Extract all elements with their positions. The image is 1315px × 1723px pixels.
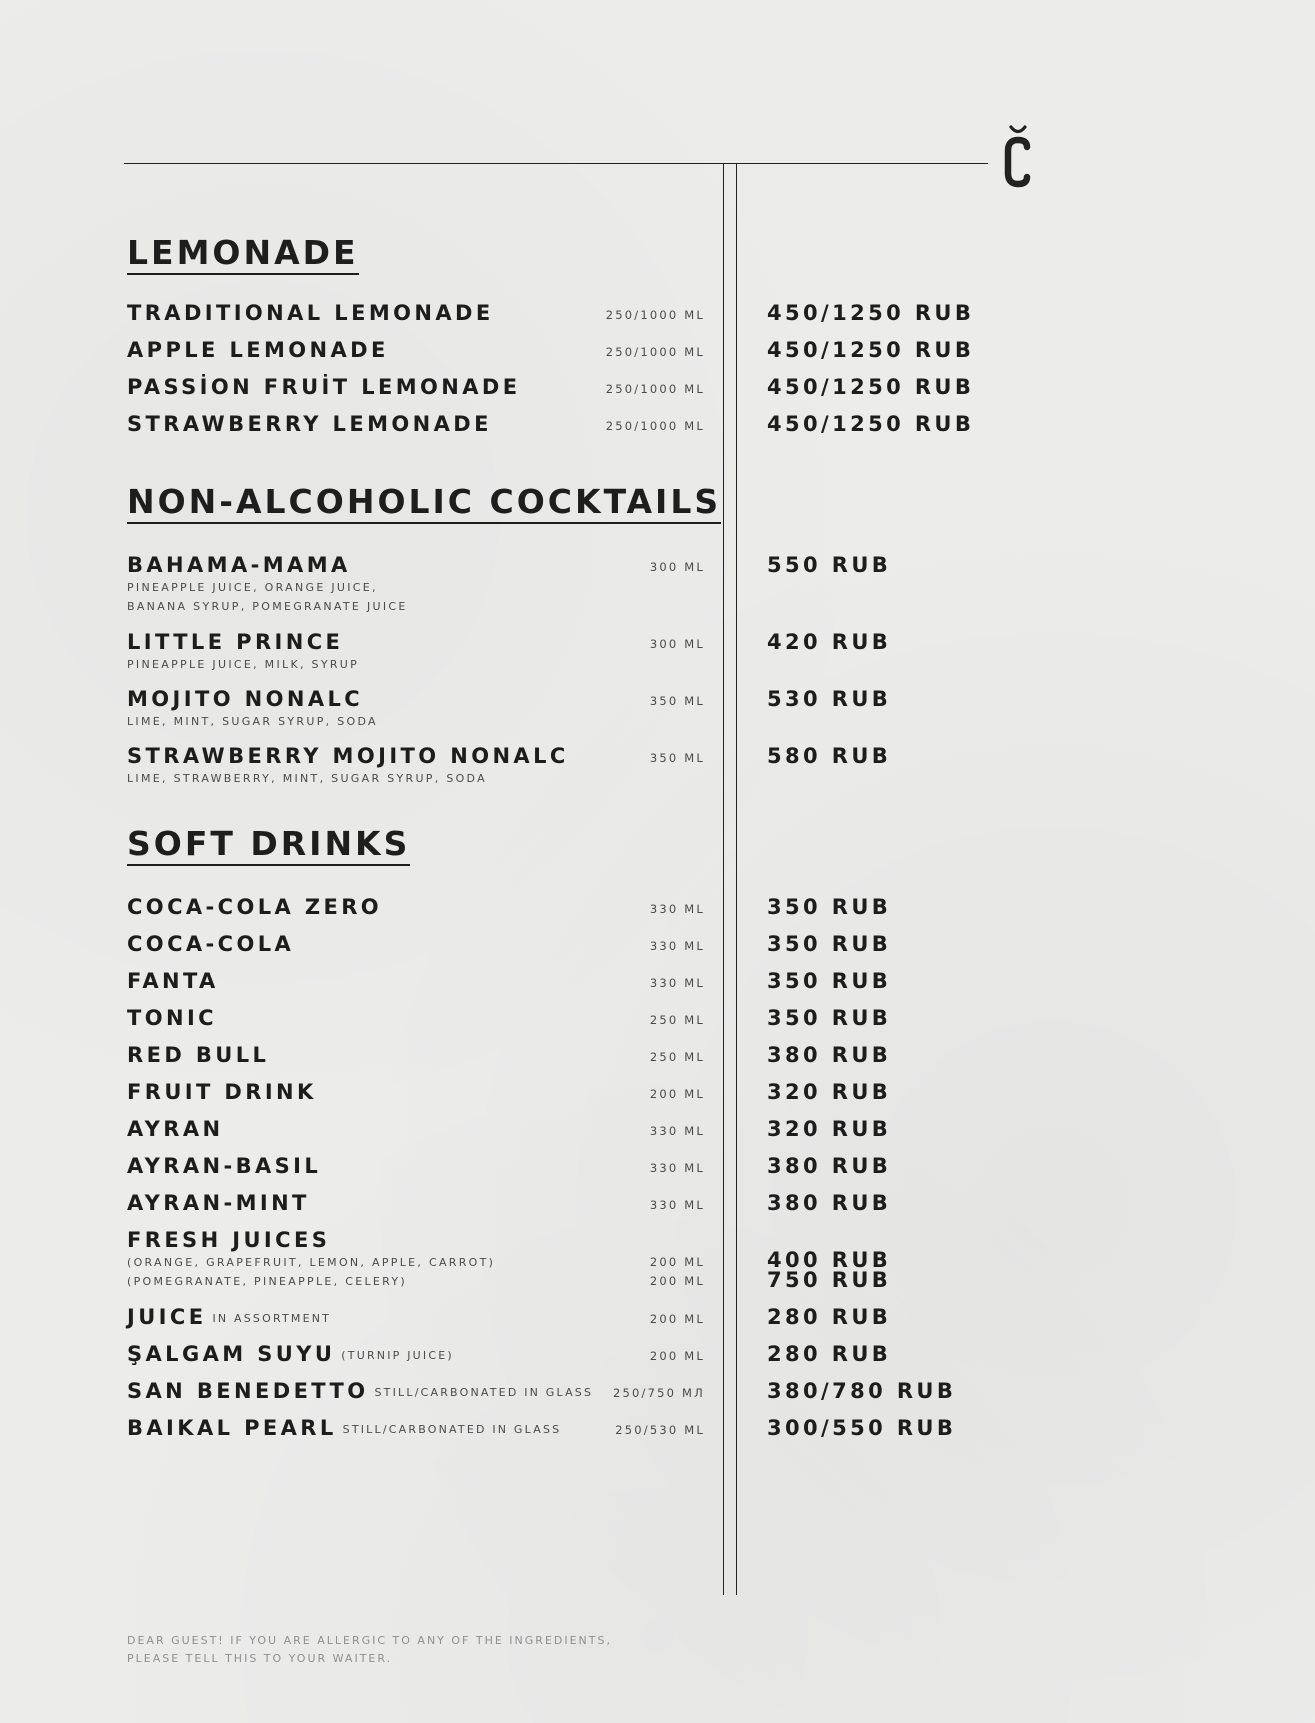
menu-item (127, 1304, 705, 1330)
item-volume: 250/1000 ML (605, 308, 705, 322)
section-title-soft-drinks: SOFT DRINKS (127, 827, 410, 866)
item-volume-line: 200 ML (649, 1274, 705, 1288)
item-price: 450/1250 RUB (767, 301, 975, 325)
item-price: 350 RUB (767, 932, 892, 956)
item-volume: 250/530 ML (615, 1423, 705, 1437)
item-name: AYRAN-MINT (127, 1191, 310, 1215)
item-price (767, 1250, 891, 1290)
item-name: FRUIT DRINK (127, 1080, 317, 1104)
item-price: 450/1250 RUB (767, 338, 975, 362)
item-description: PINEAPPLE JUICE, MILK, SYRUP (127, 658, 360, 671)
item-name: PASSİON FRUİT LEMONADE (127, 375, 521, 399)
item-name: ŞALGAM SUYU (127, 1342, 336, 1366)
item-name: MOJITO NONALC (127, 687, 364, 711)
item-price: 300/550 RUB (767, 1416, 957, 1440)
menu-item (127, 629, 705, 674)
item-description: LIME, MINT, SUGAR SYRUP, SODA (127, 715, 378, 728)
item-name: STRAWBERRY LEMONADE (127, 412, 492, 436)
item-volume: 330 ML (649, 1198, 705, 1212)
allergy-notice-line: DEAR GUEST! IF YOU ARE ALLERGIC TO ANY OF THE INGREDIENTS, (127, 1634, 612, 1647)
item-volume: 350 ML (649, 751, 705, 765)
item-volume (650, 1253, 705, 1291)
menu-item (127, 1005, 705, 1031)
item-name: BAIKAL PEARL (127, 1416, 337, 1440)
menu-item (127, 1153, 705, 1179)
item-price: 350 RUB (767, 969, 892, 993)
item-price: 530 RUB (767, 687, 892, 711)
menu-item (127, 968, 705, 994)
item-note: STILL/CARBONATED IN GLASS (374, 1386, 594, 1399)
item-name: JUICE (127, 1305, 207, 1329)
menu-item (127, 1341, 705, 1367)
allergy-notice (127, 1632, 612, 1668)
item-volume: 330 ML (649, 976, 705, 990)
item-volume: 330 ML (649, 939, 705, 953)
item-name: SAN BENEDETTO (127, 1379, 369, 1403)
item-name: COCA-COLA (127, 932, 295, 956)
menu-item (127, 337, 705, 363)
item-name: COCA-COLA ZERO (127, 895, 383, 919)
item-volume: 200 ML (649, 1312, 705, 1326)
item-note: (TURNIP JUICE) (341, 1349, 454, 1362)
item-note: IN ASSORTMENT (212, 1312, 332, 1325)
item-name: TRADITIONAL LEMONADE (127, 301, 494, 325)
menu-item (127, 411, 705, 437)
menu-item (127, 1415, 705, 1441)
item-volume: 250/1000 ML (605, 419, 705, 433)
item-volume: 250 ML (649, 1050, 705, 1064)
menu-item (127, 552, 705, 616)
item-note: STILL/CARBONATED IN GLASS (342, 1423, 562, 1436)
item-price: 380 RUB (767, 1154, 892, 1178)
item-description: (ORANGE, GRAPEFRUIT, LEMON, APPLE, CARROT) (127, 1256, 496, 1269)
item-volume: 250/750 МЛ (613, 1386, 705, 1400)
menu-item (127, 931, 705, 957)
item-name: AYRAN-BASIL (127, 1154, 322, 1178)
item-volume: 350 ML (649, 694, 705, 708)
menu-item (127, 686, 705, 731)
item-volume: 300 ML (649, 560, 705, 574)
item-name: FANTA (127, 969, 219, 993)
item-volume: 200 ML (649, 1087, 705, 1101)
menu-item (127, 1079, 705, 1105)
item-price-line: 400 RUB (767, 1248, 892, 1272)
menu-item (127, 300, 705, 326)
item-description: (POMEGRANATE, PINEAPPLE, CELERY) (127, 1275, 408, 1288)
item-name: TONIC (127, 1006, 217, 1030)
item-price: 350 RUB (767, 895, 892, 919)
item-name: LITTLE PRINCE (127, 630, 344, 654)
item-price: 350 RUB (767, 1006, 892, 1030)
item-volume: 330 ML (649, 902, 705, 916)
item-price: 320 RUB (767, 1080, 892, 1104)
section-title-non-alcoholic-cocktails: NON-ALCOHOLIC COCKTAILS (127, 485, 721, 524)
menu-item (127, 1227, 705, 1291)
item-description: LIME, STRAWBERRY, MINT, SUGAR SYRUP, SODA (127, 772, 487, 785)
item-volume: 250 ML (649, 1013, 705, 1027)
item-name: FRESH JUICES (127, 1228, 331, 1252)
menu-item (127, 1042, 705, 1068)
item-name: AYRAN (127, 1117, 224, 1141)
item-price: 380 RUB (767, 1191, 892, 1215)
item-price: 380 RUB (767, 1043, 892, 1067)
menu-item (127, 1378, 705, 1404)
item-price: 280 RUB (767, 1305, 892, 1329)
item-volume: 300 ML (649, 637, 705, 651)
item-price: 380/780 RUB (767, 1379, 957, 1403)
item-name: RED BULL (127, 1043, 270, 1067)
item-name: STRAWBERRY MOJITO NONALC (127, 744, 569, 768)
item-price: 280 RUB (767, 1342, 892, 1366)
menu-item (127, 894, 705, 920)
item-name: BAHAMA-MAMA (127, 553, 351, 577)
menu-item (127, 374, 705, 400)
top-divider-line (124, 163, 988, 164)
item-name: APPLE LEMONADE (127, 338, 389, 362)
menu-item (127, 743, 705, 788)
item-volume: 250/1000 ML (605, 382, 705, 396)
menu-item (127, 1190, 705, 1216)
item-volume: 200 ML (649, 1349, 705, 1363)
item-price: 450/1250 RUB (767, 375, 975, 399)
item-description: PINEAPPLE JUICE, ORANGE JUICE, (127, 581, 378, 594)
item-price: 580 RUB (767, 744, 892, 768)
item-volume: 330 ML (649, 1161, 705, 1175)
item-volume: 330 ML (649, 1124, 705, 1138)
allergy-notice-line: PLEASE TELL THIS TO YOUR WAITER. (127, 1652, 393, 1665)
c-breve-logo-icon (1004, 124, 1032, 188)
column-divider-left (723, 163, 724, 1595)
item-price: 420 RUB (767, 630, 892, 654)
column-divider-right (736, 163, 737, 1595)
section-title-lemonade: LEMONADE (127, 236, 359, 275)
item-price-line: 750 RUB (767, 1268, 892, 1292)
item-price: 320 RUB (767, 1117, 892, 1141)
item-volume: 250/1000 ML (605, 345, 705, 359)
item-price: 550 RUB (767, 553, 892, 577)
menu-item (127, 1116, 705, 1142)
item-description: BANANA SYRUP, POMEGRANATE JUICE (127, 600, 408, 613)
item-price: 450/1250 RUB (767, 412, 975, 436)
item-volume-line: 200 ML (649, 1255, 705, 1269)
